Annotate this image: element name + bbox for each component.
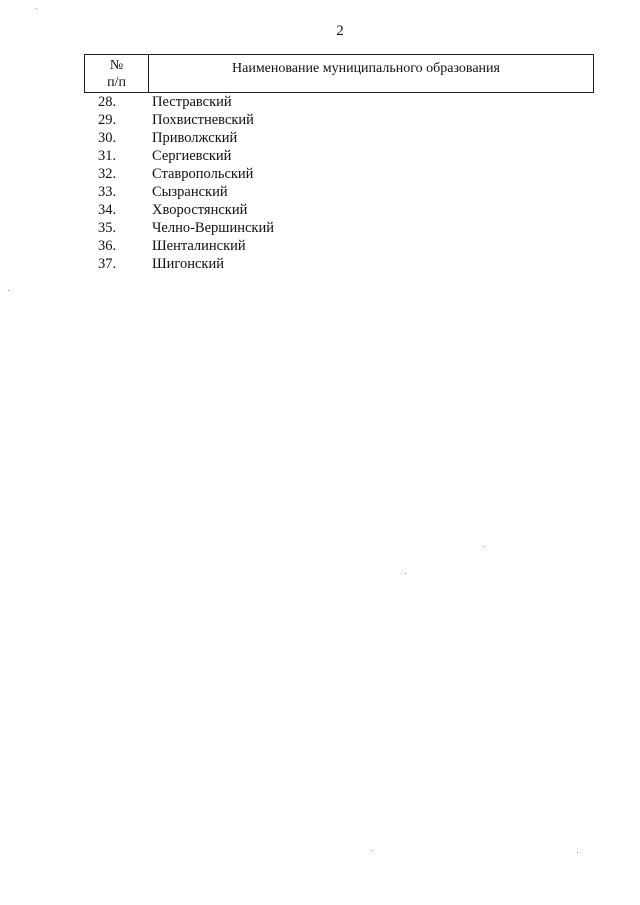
table-row (0, 183, 640, 201)
municipality-name: Хворостянский (152, 202, 248, 218)
name-column-header: Наименование муниципального образования (232, 61, 500, 76)
scan-speck (405, 573, 406, 574)
municipality-name: Сергиевский (152, 148, 232, 164)
scan-speck (372, 850, 373, 851)
municipality-name: Приволжский (152, 130, 238, 146)
municipality-name: Шигонский (152, 256, 224, 272)
row-number: 30. (98, 130, 117, 146)
table-row (0, 255, 640, 273)
row-number: 37. (98, 256, 117, 272)
municipality-name: Ставропольский (152, 166, 254, 182)
row-number: 31. (98, 148, 117, 164)
table-row (0, 147, 640, 165)
table-row (0, 93, 640, 111)
row-number: 35. (98, 220, 117, 236)
row-number: 28. (98, 94, 117, 110)
municipality-name: Сызранский (152, 184, 228, 200)
table-row (0, 111, 640, 129)
table-row (0, 237, 640, 255)
scan-speck (8, 290, 9, 291)
row-number: 32. (98, 166, 117, 182)
table-body (0, 93, 640, 273)
table-header (84, 54, 594, 93)
scan-speck (577, 852, 578, 853)
table-row (0, 201, 640, 219)
page-number: 2 (336, 23, 344, 39)
table-row (0, 165, 640, 183)
number-sign: № (109, 57, 124, 73)
number-column-header (85, 55, 149, 92)
municipality-name: Челно-Вершинский (152, 220, 274, 236)
table-row (0, 129, 640, 147)
number-abbrev: п/п (107, 74, 126, 90)
municipality-name: Пестравский (152, 94, 232, 110)
scan-speck (36, 8, 37, 9)
table-row (0, 219, 640, 237)
municipality-name: Шенталинский (152, 238, 246, 254)
scan-speck (484, 546, 485, 547)
row-number: 29. (98, 112, 117, 128)
municipality-name: Похвистневский (152, 112, 254, 128)
row-number: 33. (98, 184, 117, 200)
row-number: 34. (98, 202, 117, 218)
row-number: 36. (98, 238, 117, 254)
